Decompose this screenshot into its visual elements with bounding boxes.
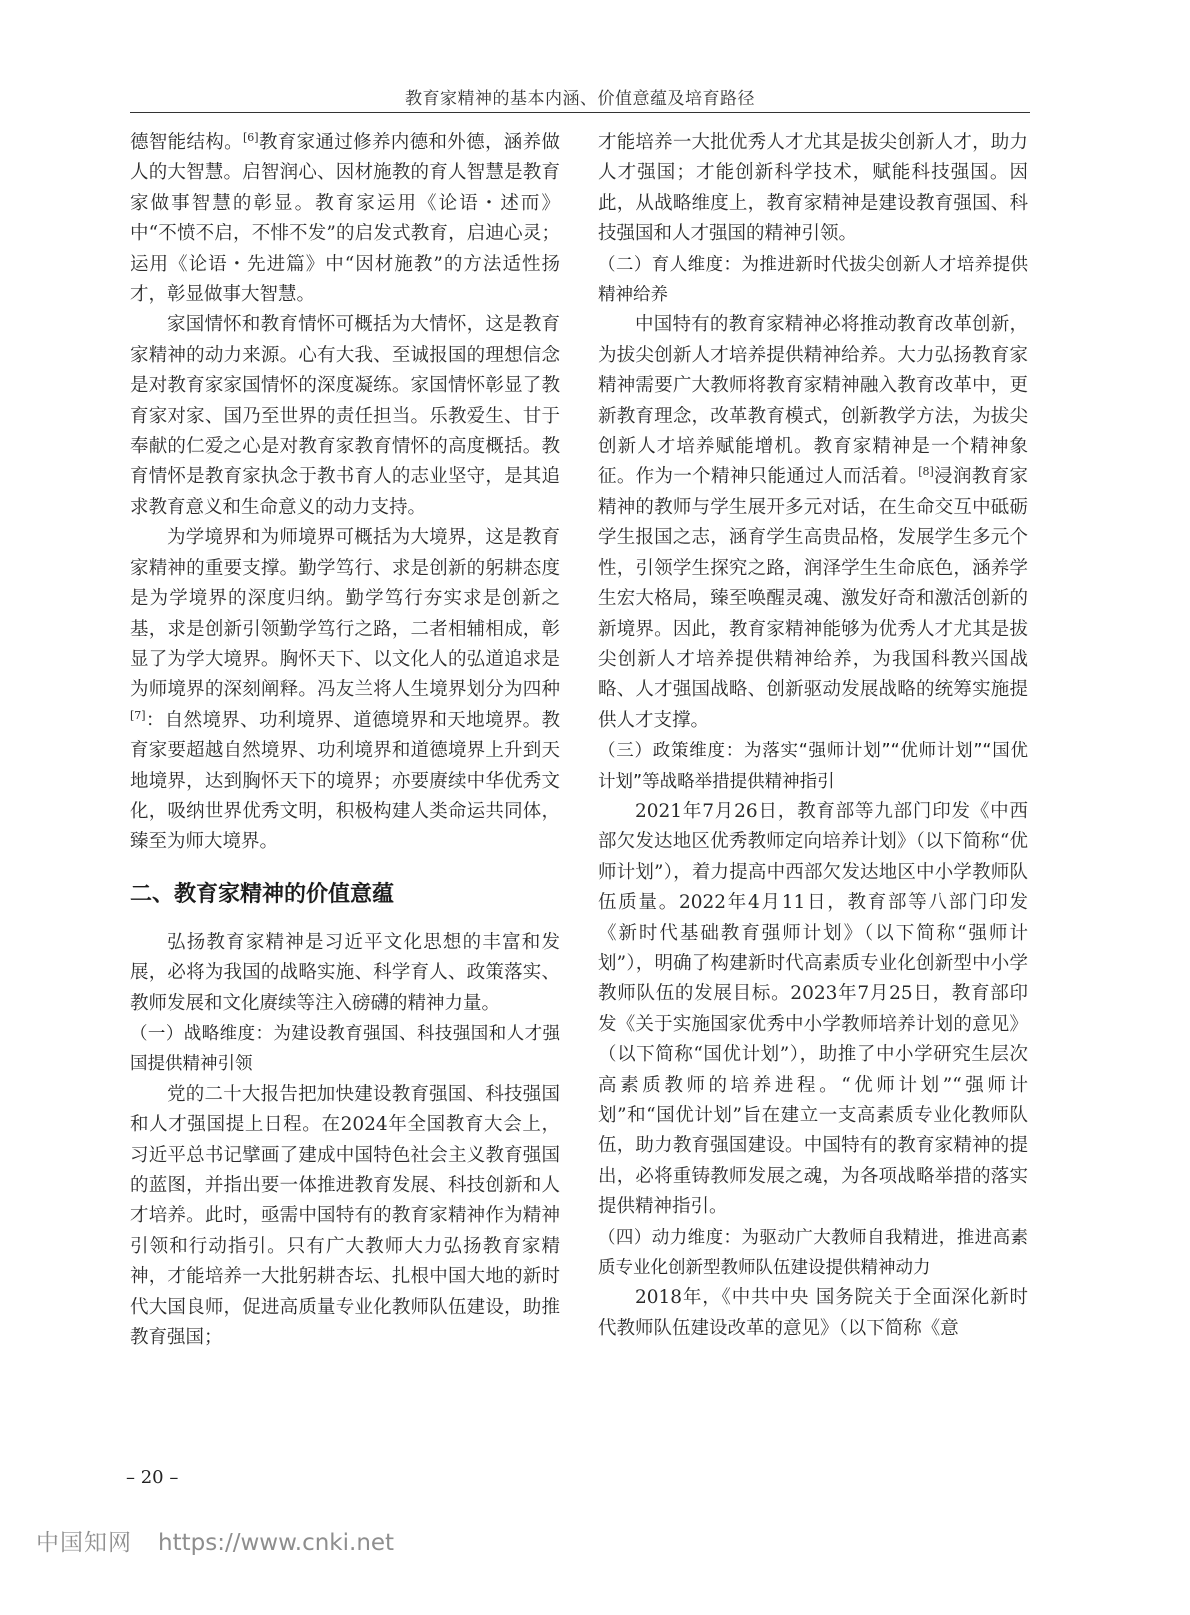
paragraph [598,310,1028,736]
watermark-name: 中国知网 [36,1530,132,1556]
paragraph-text: 为学境界和为师境界可概括为大境界，这是教育家精神的重要支撑。勤学笃行、求是创新的躬耕态度是为学境界的深度归纳。勤学笃行夯实求是创新之基，求是创新引领勤学笃行之路，二者相辅相成，彰显了为学大境界。胸怀天下、以文化人的弘道追求是为师境界的深刻阐释。冯友兰将人生境界划分为四种 [130,527,560,701]
paragraph: 2018年，《中共中央 国务院关于全面深化新时代教师队伍建设改革的意见》（以下简称《意 [598,1287,1028,1339]
paragraph-text: 中国特有的教育家精神必将推动教育改革创新，为拔尖创新人才培养提供精神给养。大力弘扬教育家精神需要广大教师将教育家精神融入教育改革中，更新教育理念，改革教育模式，创新教学方法，为拔尖创新人才培养赋能增机。教育家精神是一个精神象征。作为一个精神只能通过人而活着。 [598,314,1028,488]
paragraph-text: 教育家通过修养内德和外德，涵养做人的大智慧。启智润心、因材施教的育人智慧是教育家做事智慧的彰显。教育家运用《论语・述而》中“不愤不启，不悱不发”的启发式教育，启迪心灵；运用《论语・先进篇》中“因材施教”的方法适性扬才，彰显做事大智慧。 [130,132,560,306]
left-column [130,128,560,1353]
subsection-heading: （一）战略维度：为建设教育强国、科技强国和人才强国提供精神引领 [130,1023,560,1075]
paragraph: 才能培养一大批优秀人才尤其是拔尖创新人才，助力人才强国；才能创新科学技术，赋能科技强国。因此，从战略维度上，教育家精神是建设教育强国、科技强国和人才强国的精神引领。 [598,132,1028,245]
subsection-heading: （四）动力维度：为驱动广大教师自我精进，推进高素质专业化创新型教师队伍建设提供精神动力 [598,1227,1028,1279]
paragraph [130,523,560,857]
paragraph [130,128,560,310]
citation-ref: [6] [243,130,259,144]
citation-ref: [8] [918,465,934,479]
subsection-heading: （二）育人维度：为推进新时代拔尖创新人才培养提供精神给养 [598,254,1028,306]
paragraph: 党的二十大报告把加快建设教育强国、科技强国和人才强国提上日程。在2024年全国教育大会上，习近平总书记擘画了建成中国特色社会主义教育强国的蓝图，并指出要一体推进教育发展、科技创新和人才培养。此时，亟需中国特有的教育家精神作为精神引领和行动指引。只有广大教师大力弘扬教育家精神，才能培养一大批躬耕杏坛、扎根中国大地的新时代大国良师，促进高质量专业化教师队伍建设，助推教育强国； [130,1083,560,1349]
right-column [598,128,1028,1344]
cnki-watermark [36,1524,394,1557]
paragraph: 2021年7月26日，教育部等九部门印发《中西部欠发达地区优秀教师定向培养计划》（以下简称“优师计划”），着力提高中西部欠发达地区中小学教师队伍质量。2022年4月11日，教育部等八部门印发《新时代基础教育强师计划》（以下简称“强师计划”），明确了构建新时代高素质专业化创新型中小学教师队伍的发展目标。2023年7月25日，教育部印发《关于实施国家优秀中小学教师培养计划的意见》（以下简称“国优计划”），助推了中小学研究生层次高素质教师的培养进程。“优师计划”“强师计划”和“国优计划”旨在建立一支高素质专业化教师队伍，助力教育强国建设。中国特有的教育家精神的提出，必将重铸教师发展之魂，为各项战略举措的落实提供精神指引。 [598,800,1028,1218]
header-rule [130,112,1030,113]
paragraph: 家国情怀和教育情怀可概括为大情怀，这是教育家精神的动力来源。心有大我、至诚报国的理想信念是对教育家家国情怀的深度凝练。家国情怀彰显了教育家对家、国乃至世界的责任担当。乐教爱生、甘于奉献的仁爱之心是对教育家教育情怀的高度概括。教育情怀是教育家执念于教书育人的志业坚守，是其追求教育意义和生命意义的动力支持。 [130,314,560,518]
paragraph: 弘扬教育家精神是习近平文化思想的丰富和发展，必将为我国的战略实施、科学育人、政策落实、教师发展和文化赓续等注入磅礴的精神力量。 [130,931,560,1014]
paragraph-text: 浸润教育家精神的教师与学生展开多元对话，在生命交互中砥砺学生报国之志，涵育学生高贵品格，发展学生多元个性，引领学生探究之路，润泽学生生命底色，涵养学生宏大格局，臻至唤醒灵魂、激发好奇和激活创新的新境界。因此，教育家精神能够为优秀人才尤其是拔尖创新人才培养提供精神给养，为我国科教兴国战略、人才强国战略、创新驱动发展战略的统筹实施提供人才支撑。 [598,466,1028,731]
section-heading: 二、教育家精神的价值意蕴 [130,881,395,907]
paragraph-text: ：自然境界、功利境界、道德境界和天地境界。教育家要超越自然境界、功利境界和道德境界上升到天地境界，达到胸怀天下的境界；亦要赓续中华优秀文化，吸纳世界优秀文明，积极构建人类命运共同体，臻至为师大境界。 [130,709,560,853]
watermark-url: https://www.cnki.net [158,1530,395,1556]
page-number: – 20 – [126,1467,179,1488]
citation-ref: [7] [130,708,146,722]
paragraph-text: 德智能结构。 [130,132,244,153]
running-title: 教育家精神的基本内涵、价值意蕴及培育路径 [405,89,755,109]
subsection-heading: （三）政策维度：为落实“强师计划”“优师计划”“国优计划”等战略举措提供精神指引 [598,741,1028,792]
